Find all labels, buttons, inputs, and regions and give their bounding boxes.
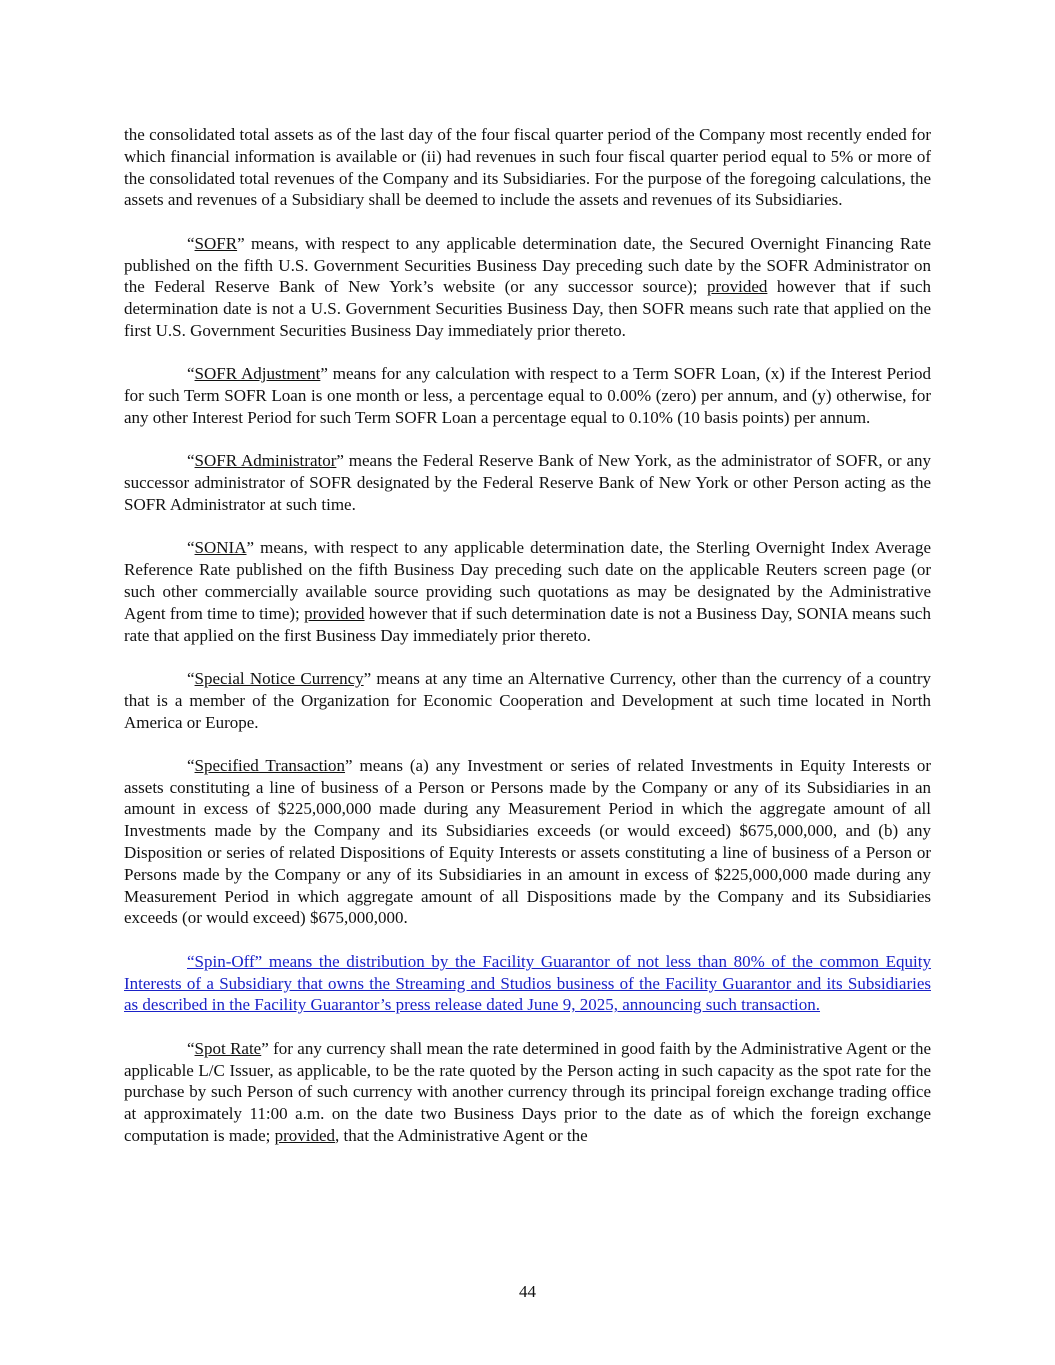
definition-specified-transaction [124,755,931,929]
definition-text: ” means at any time an Alternative Currency, other than the currency of a country that is a member of the Organization for Economic Cooperation and Development at such time located in North America or Europe. [124,668,931,732]
definition-text: ” means (a) any Investment or series of related Investments in Equity Interests or assets constituting a line of business of a Person or Persons made by the Company or any of its Subsidiaries in an amount in excess of $225,000,000 made during any Measurement Period in which the aggregate amount of all Investments made by the Company and its Subsidiaries exceeds (or would exceed) $675,000,000, and (b) any Disposition or series of related Dispositions of Equity Interests or assets constituting a line of business of a Person or Persons made by the Company or any of its Subsidiaries in an amount in excess of $225,000,000 made during any Measurement Period in which aggregate amount of all Dispositions made by the Company and its Subsidiaries exceeds (or would exceed) $675,000,000. [124,755,931,928]
definition-text: ” means the Federal Reserve Bank of New York, as the administrator of SOFR, or any successor administrator of SOFR designated by the Federal Reserve Bank of New York or other Person acting as the SOFR Administrator at such time. [124,451,931,514]
definition-spin-off-inserted [124,951,931,1016]
defined-term: SOFR [194,233,238,253]
proviso-term: provided [274,1126,336,1146]
definition-text: ” for any currency shall mean the rate determined in good faith by the Administrative Agent or the applicable L/C Issuer, as applicable, to be the rate quoted by the Person acting in such capacity as the spot rate for the purchase by such Person of such currency with another currency through its principal foreign exchange trading office at approximately 11:00 a.m. on the date two Business Days prior to the date as of which the foreign exchange computation is made; [124,1038,931,1146]
definition-text: ” means, with respect to any applicable determination date, the Sterling Overnight Index Average Reference Rate published on the fifth Business Day preceding such date on the applicable Reuters screen page (or such other commercially available source providing such quotations as may be designated by the Administrative Agent from time to time); [124,538,931,623]
definition-sofr-administrator [124,450,931,515]
definition-text: ” means, with respect to any applicable determination date, the Secured Overnight Financing Rate published on the fifth U.S. Government Securities Business Day preceding such date by the SOFR Administrator on the Federal Reserve Bank of New York’s website (or any successor source); [124,233,931,297]
open-quote: “ [187,364,195,384]
definition-sonia [124,537,931,646]
defined-term: SONIA [194,538,247,558]
open-quote: “ [187,668,195,688]
definition-text: however that if such determination date is not a U.S. Government Securities Business Day, then SOFR means such rate that applied on the first U.S. Government Securities Business Day immediately prior thereto. [124,277,931,340]
defined-term: SOFR Adjustment [194,364,321,384]
open-quote: “ [187,1038,195,1058]
proviso-term: provided [706,277,768,297]
definition-text: , that the Administrative Agent or the [335,1126,588,1146]
defined-term: SOFR Administrator [194,451,337,471]
definition-sofr [124,233,931,342]
open-quote: “ [187,538,195,558]
open-quote: “ [187,755,195,775]
inserted-text: “Spin-Off” means the distribution by the Facility Guarantor of not less than 80% of the common Equity Interests of a Subsidiary that owns the Streaming and Studios business of the Facility Guarantor and its Subsidiaries as described in the Facility Guarantor’s press release dated June 9, 2025, announcing such transaction. [124,951,931,1015]
defined-term: Specified Transaction [194,755,346,775]
open-quote: “ [187,233,195,253]
open-quote: “ [187,451,195,471]
definition-spot-rate [124,1038,931,1147]
definition-special-notice-currency [124,668,931,733]
definition-sofr-adjustment [124,363,931,428]
document-page [124,124,931,1168]
proviso-term: provided [304,603,365,623]
defined-term: Special Notice Currency [194,668,364,688]
page-number: 44 [519,1282,536,1301]
defined-term: Spot Rate [194,1038,262,1058]
paragraph-text: the consolidated total assets as of the last day of the four fiscal quarter period of the Company most recently ended for which financial information is available or (ii) had revenues in such four fiscal quarter period equal to 5% or more of the consolidated total revenues of the Company and its Subsidiaries. For the purpose of the foregoing calculations, the assets and revenues of a Subsidiary shall be deemed to include the assets and revenues of its Subsidiaries. [124,125,931,210]
definition-text: ” means for any calculation with respect to a Term SOFR Loan, (x) if the Interest Period for such Term SOFR Loan is one month or less, a percentage equal to 0.00% (zero) per annum, and (y) otherwise, for any other Interest Period for such Term SOFR Loan a percentage equal to 0.10% (10 basis points) per annum. [124,364,931,427]
definition-text: however that if such determination date is not a Business Day, SONIA means such rate that applied on the first Business Day immediately prior thereto. [124,603,931,645]
paragraph-continuation [124,124,931,211]
